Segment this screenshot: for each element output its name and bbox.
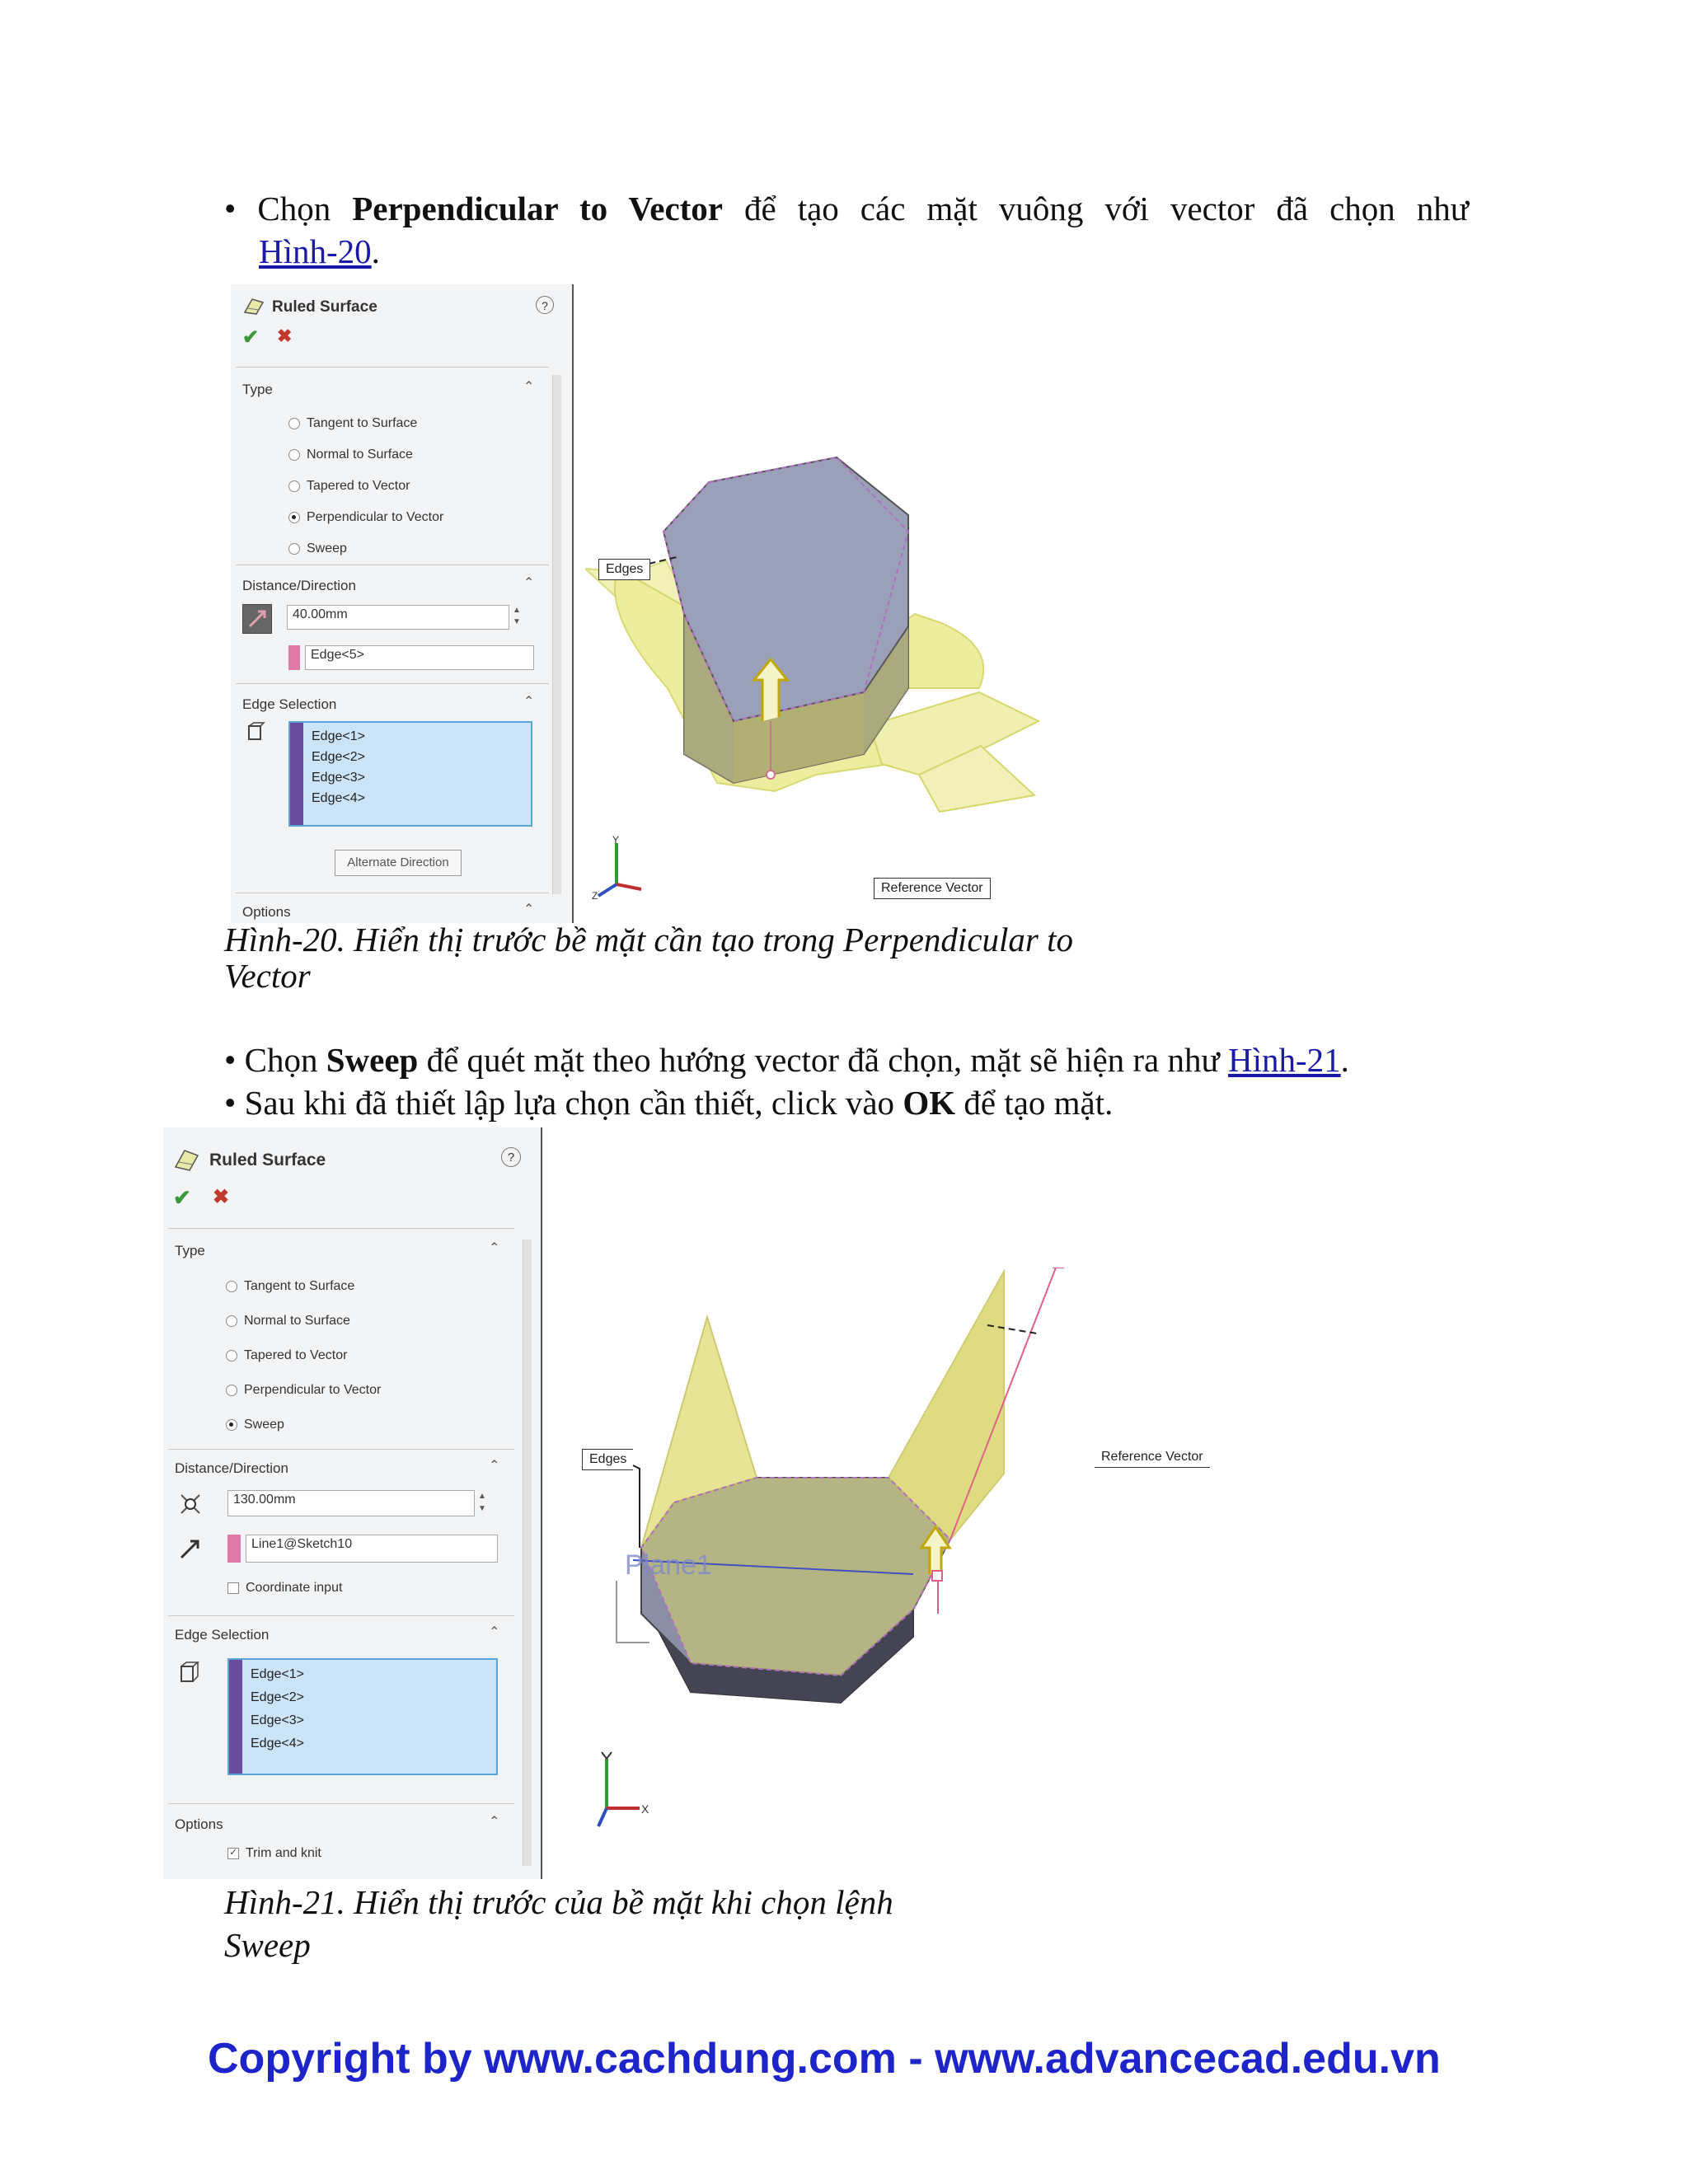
sweep-end: . <box>1340 1041 1349 1079</box>
collapse-chevron-icon[interactable]: ⌃ <box>489 1815 500 1829</box>
type-section-label: Type <box>242 382 273 397</box>
svg-text:X: X <box>641 1802 649 1816</box>
reference-vector-callout: Reference Vector <box>1095 1447 1210 1468</box>
list-item[interactable]: Edge<3> <box>312 771 365 785</box>
option-perpendicular[interactable] <box>226 1373 381 1408</box>
ok-text-post: để tạo mặt. <box>955 1084 1114 1122</box>
help-icon[interactable]: ? <box>536 296 554 314</box>
list-item[interactable]: Edge<4> <box>312 791 365 805</box>
option-tapered[interactable] <box>288 471 443 502</box>
edges-callout: Edges <box>598 559 650 580</box>
distance-input[interactable]: 40.00mm <box>287 605 509 630</box>
ruled-surface-icon <box>173 1147 201 1176</box>
intro-text-post: để tạo các mặt vuông với vector đã chọn như <box>723 190 1469 227</box>
options-section-label: Options <box>242 904 291 920</box>
spin-buttons[interactable]: ▲ ▼ <box>513 606 521 626</box>
trim-and-knit-checkbox[interactable] <box>227 1846 321 1861</box>
list-item[interactable]: Edge<2> <box>312 750 365 764</box>
ok-bold-term: OK <box>903 1084 956 1122</box>
caption-line-2: Vector <box>224 957 311 995</box>
sweep-text-post: để quét mặt theo hướng vector đã chọn, mặt sẽ hiện ra như <box>418 1041 1228 1079</box>
caption-line-1: Hình-20. Hiển thị trước bề mặt cần tạo trong Perpendicular to <box>224 921 1074 958</box>
intro-text-pre: Chọn <box>257 190 353 227</box>
svg-text:Z: Z <box>592 890 598 901</box>
option-normal[interactable] <box>288 439 443 471</box>
option-normal[interactable] <box>226 1304 381 1338</box>
direction-icon <box>176 1535 204 1567</box>
edges-callout: Edges <box>582 1449 633 1470</box>
option-label: Tapered to Vector <box>244 1348 348 1362</box>
option-label: Perpendicular to Vector <box>244 1383 382 1397</box>
checkbox-label: Trim and knit <box>246 1846 321 1860</box>
divider <box>236 367 549 368</box>
option-label: Tangent to Surface <box>244 1279 355 1293</box>
panel-title: Ruled Surface <box>209 1151 326 1169</box>
axis-triad-icon <box>590 835 648 901</box>
radio-selected-icon[interactable] <box>288 512 300 523</box>
sweep-bold-term: Sweep <box>326 1041 419 1079</box>
svg-text:Y: Y <box>612 835 620 846</box>
intro-end: . <box>371 232 380 270</box>
collapse-chevron-icon[interactable]: ⌃ <box>523 902 535 916</box>
option-tapered[interactable] <box>226 1338 381 1373</box>
edge-selection-icon <box>176 1660 201 1689</box>
figure-21-caption <box>224 1881 1296 1966</box>
divider <box>168 1803 514 1804</box>
spin-buttons[interactable]: ▲ ▼ <box>478 1492 486 1513</box>
copyright-footer: Copyright by www.cachdung.com - www.advancecad.edu.vn <box>208 2035 1441 2083</box>
option-sweep[interactable] <box>226 1408 381 1442</box>
edge-list[interactable] <box>288 721 532 827</box>
sweep-preview-21 <box>575 1268 1259 1729</box>
ok-check-icon[interactable]: ✔ <box>173 1185 191 1210</box>
collapse-chevron-icon[interactable]: ⌃ <box>489 1459 500 1473</box>
edge-selection-label: Edge Selection <box>175 1627 270 1643</box>
collapse-chevron-icon[interactable]: ⌃ <box>489 1625 500 1639</box>
options-section-label: Options <box>175 1816 223 1832</box>
sweep-paragraph <box>224 1038 1477 1081</box>
distance-icon <box>242 604 272 634</box>
panel-border <box>541 1127 542 1879</box>
figure-20 <box>231 284 1261 927</box>
bullet: • <box>224 1041 237 1079</box>
panel-title: Ruled Surface <box>272 298 377 316</box>
edge-list[interactable] <box>227 1658 498 1775</box>
hex-prism-preview-20 <box>585 449 1261 927</box>
coordinate-input-checkbox[interactable] <box>227 1581 342 1596</box>
collapse-chevron-icon[interactable]: ⌃ <box>489 1241 500 1255</box>
reference-vector-callout: Reference Vector <box>874 878 991 899</box>
sweep-text-pre: Chọn <box>244 1041 326 1079</box>
divider <box>168 1615 514 1616</box>
option-label: Sweep <box>244 1418 284 1432</box>
help-icon[interactable]: ? <box>501 1147 521 1167</box>
radio-icon[interactable] <box>226 1281 237 1292</box>
intro-bold-term: Perpendicular to Vector <box>352 190 724 227</box>
plane-label: Plane1 <box>625 1549 712 1581</box>
checkbox-label: Coordinate input <box>246 1581 343 1595</box>
bullet: • <box>224 190 237 227</box>
edge-list-color-bar <box>229 1660 242 1774</box>
divider <box>168 1449 514 1450</box>
edges-leader-line <box>625 1457 649 1556</box>
axis-triad-icon <box>582 1747 656 1838</box>
edge-list-color-bar <box>290 723 303 825</box>
list-item[interactable]: Edge<4> <box>251 1736 304 1750</box>
list-item[interactable]: Edge<1> <box>312 729 365 743</box>
type-section-label: Type <box>175 1243 205 1258</box>
distance-section-label: Distance/Direction <box>242 578 356 593</box>
scrollbar[interactable] <box>523 1240 532 1866</box>
link-hinh-20[interactable]: Hình-20 <box>259 232 372 270</box>
option-label: Perpendicular to Vector <box>307 510 444 524</box>
cancel-x-icon[interactable]: ✖ <box>277 326 293 346</box>
option-tangent[interactable] <box>288 408 443 439</box>
radio-selected-icon[interactable] <box>226 1419 237 1431</box>
option-label: Tapered to Vector <box>307 479 410 493</box>
list-item[interactable]: Edge<2> <box>251 1690 304 1704</box>
radio-icon[interactable] <box>288 480 300 492</box>
checkbox-icon[interactable] <box>227 1582 239 1594</box>
caption-line-2: Sweep <box>224 1926 311 1964</box>
distance-input[interactable]: 130.00mm <box>227 1490 475 1516</box>
edge-selection-label: Edge Selection <box>242 696 337 712</box>
option-label: Normal to Surface <box>244 1314 350 1328</box>
edge-selection-icon <box>244 721 267 748</box>
divider <box>236 683 549 684</box>
intro-paragraph <box>224 187 1469 273</box>
type-options <box>288 408 443 565</box>
figure-20-caption <box>224 921 1296 994</box>
caption-line-1: Hình-21. Hiển thị trước của bề mặt khi chọn lệnh <box>224 1883 893 1921</box>
radio-icon[interactable] <box>226 1385 237 1396</box>
cancel-x-icon[interactable]: ✖ <box>213 1186 230 1208</box>
direction-color-swatch <box>288 645 300 670</box>
option-sweep[interactable] <box>288 533 443 565</box>
radio-icon[interactable] <box>226 1315 237 1327</box>
radio-icon[interactable] <box>288 418 300 429</box>
ruled-surface-icon <box>242 296 265 320</box>
figure-21 <box>163 1127 1259 1882</box>
ok-paragraph <box>224 1081 1477 1124</box>
collapse-chevron-icon[interactable]: ⌃ <box>523 695 535 709</box>
direction-input[interactable]: Line1@Sketch10 <box>246 1535 498 1563</box>
option-tangent[interactable] <box>226 1269 381 1304</box>
type-options <box>226 1269 381 1442</box>
radio-icon[interactable] <box>226 1350 237 1361</box>
panel-border <box>572 284 574 923</box>
option-label: Normal to Surface <box>307 448 413 462</box>
list-item[interactable]: Edge<3> <box>251 1713 304 1727</box>
property-manager-panel <box>163 1127 541 1879</box>
option-perpendicular[interactable] <box>288 502 443 533</box>
distance-icon <box>176 1490 204 1522</box>
ok-text-pre: Sau khi đã thiết lập lựa chọn cần thiết, click vào <box>244 1084 903 1122</box>
direction-color-swatch <box>227 1535 241 1563</box>
ok-check-icon[interactable]: ✔ <box>242 326 260 349</box>
collapse-chevron-icon[interactable]: ⌃ <box>523 576 535 590</box>
list-item[interactable]: Edge<1> <box>251 1667 304 1681</box>
property-manager-panel <box>231 284 572 923</box>
distance-section-label: Distance/Direction <box>175 1460 288 1476</box>
bullet: • <box>224 1084 237 1122</box>
divider <box>168 1228 514 1229</box>
alternate-direction-button[interactable]: Alternate Direction <box>335 850 462 876</box>
checkbox-checked-icon[interactable]: ✓ <box>227 1848 239 1859</box>
radio-icon[interactable] <box>288 543 300 555</box>
collapse-chevron-icon[interactable]: ⌃ <box>523 380 535 394</box>
option-label: Tangent to Surface <box>307 416 418 430</box>
option-label: Sweep <box>307 541 347 555</box>
scrollbar[interactable] <box>552 375 561 894</box>
radio-icon[interactable] <box>288 449 300 461</box>
direction-input[interactable]: Edge<5> <box>305 645 534 670</box>
link-hinh-21[interactable]: Hình-21 <box>1227 1041 1341 1079</box>
